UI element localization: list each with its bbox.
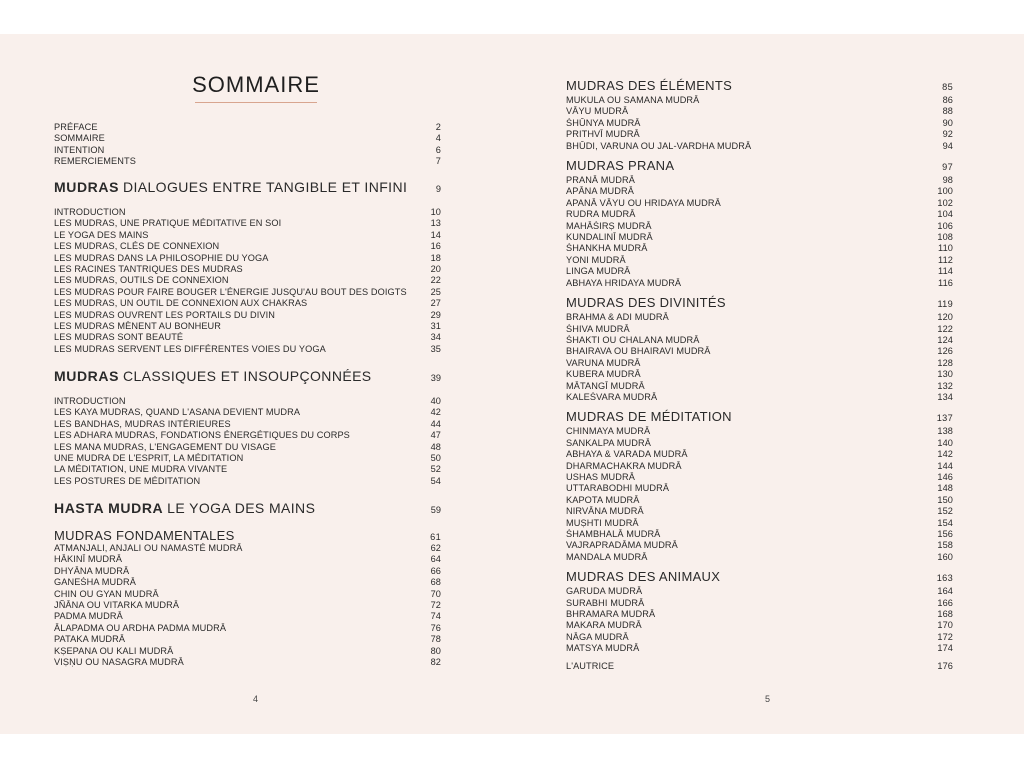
title-underline: [195, 102, 317, 103]
author-entry: [566, 661, 953, 672]
toc-entry: [566, 529, 953, 540]
entry-label: MANDALA MUDRĀ: [566, 551, 648, 562]
entry-page-number: 160: [937, 551, 953, 562]
entry-label: VIṢṆU OU NASAGRA MUDRĀ: [54, 657, 184, 668]
entry-label: LES MUDRAS, UNE PRATIQUE MÉDITATIVE EN SOI: [54, 218, 282, 229]
toc-entry: [566, 232, 953, 243]
toc-entry: [566, 483, 953, 494]
entry-label: LES BANDHAS, MUDRAS INTÉRIEURES: [54, 418, 231, 429]
entry-label: SANKALPA MUDRĀ: [566, 437, 651, 448]
entry-page-number: 94: [942, 140, 953, 151]
entry-page-number: 174: [937, 643, 953, 654]
entry-page-number: 116: [938, 277, 953, 288]
toc-entry: [54, 230, 441, 241]
entry-label: MUṢHTI MUDRĀ: [566, 517, 639, 528]
toc-entry: [566, 449, 953, 460]
toc-entry: [566, 518, 953, 529]
toc-entry: [54, 453, 441, 464]
entry-page-number: 85: [942, 82, 953, 92]
entry-page-number: 42: [430, 407, 441, 418]
part-bold-title: MUDRAS: [54, 368, 120, 384]
entry-label: LES MUDRAS, UN OUTIL DE CONNEXION AUX CHAKRAS: [54, 298, 308, 309]
toc-entry: [566, 358, 953, 369]
entry-page-number: 22: [430, 275, 441, 286]
toc-entry: [54, 133, 441, 144]
entry-page-number: 70: [430, 588, 441, 599]
toc-entry: [54, 241, 441, 252]
entry-page-number: 130: [937, 369, 953, 380]
entry-page-number: 152: [937, 506, 953, 517]
entry-page-number: 104: [937, 209, 953, 220]
entry-page-number: 10: [430, 207, 441, 217]
entry-page-number: 68: [430, 577, 441, 588]
fondamentales-list: [54, 543, 441, 668]
entry-label: KUNDALINĪ MUDRĀ: [566, 232, 653, 243]
entry-label: ŚHŪNYA MUDRĀ: [566, 117, 641, 128]
entry-page-number: 100: [937, 186, 953, 197]
entry-label: VAJRAPRADĀMA MUDRĀ: [566, 540, 678, 551]
entry-page-number: 137: [936, 413, 953, 424]
entry-label: INTRODUCTION: [54, 396, 126, 406]
part-page-number: 9: [435, 184, 441, 194]
entry-page-number: 122: [937, 323, 953, 334]
toc-entry: [54, 145, 441, 156]
part-1-list: [54, 207, 441, 355]
toc-entry: [566, 209, 953, 220]
entry-label: BHAIRAVA OU BHAIRAVI MUDRĀ: [566, 346, 711, 357]
entry-label: PRITHVĪ MUDRĀ: [566, 129, 640, 140]
section-heading: [566, 409, 953, 426]
entry-page-number: 154: [937, 517, 953, 528]
toc-entry: [54, 577, 441, 588]
entry-page-number: 14: [430, 229, 441, 240]
part-subtitle: CLASSIQUES ET INSOUPÇONNÉES: [122, 368, 372, 384]
entry-label: CHIN OU GYAN MUDRĀ: [54, 588, 159, 599]
entry-label: KALEŚVARA MUDRĀ: [566, 391, 658, 402]
toc-entry: [54, 407, 441, 418]
category-section: [566, 409, 953, 563]
part-2-list: [54, 396, 441, 487]
entry-page-number: 126: [937, 346, 953, 357]
entry-page-number: 148: [937, 483, 953, 494]
book-spread: [0, 34, 1024, 734]
entry-page-number: 88: [942, 106, 953, 117]
entry-page-number: 25: [430, 286, 441, 297]
toc-entry: [566, 392, 953, 403]
toc-entry: [54, 623, 441, 634]
entry-page-number: 16: [430, 241, 441, 252]
entry-page-number: 114: [938, 266, 953, 277]
entry-label: MAHĀŚIRṢ MUDRĀ: [566, 220, 652, 231]
entry-page-number: 50: [430, 453, 441, 464]
category-section: [566, 158, 953, 289]
toc-entry: [54, 321, 441, 332]
toc-entry: [566, 198, 953, 209]
entry-label: ATMANJALI, ANJALI OU NAMASTÉ MUDRĀ: [54, 543, 243, 553]
toc-entry: [54, 476, 441, 487]
entry-label: KAPOTA MUDRĀ: [566, 494, 640, 505]
entry-page-number: 146: [937, 471, 953, 482]
toc-entry: [566, 346, 953, 357]
page-folio: 5: [765, 694, 771, 704]
entry-label: LES KAYA MUDRAS, QUAND L'ASANA DEVIENT MUDRA: [54, 407, 301, 418]
entry-label: LES MUDRAS, CLÉS DE CONNEXION: [54, 241, 220, 252]
part-page-number: 39: [430, 373, 441, 383]
entry-page-number: 168: [937, 609, 953, 620]
entry-label: LINGA MUDRĀ: [566, 266, 631, 277]
toc-entry: [54, 600, 441, 611]
entry-page-number: 156: [937, 529, 953, 539]
part-3: [54, 499, 441, 519]
toc-entry: [566, 243, 953, 254]
entry-page-number: 163: [936, 573, 953, 584]
toc-entry: [566, 118, 953, 129]
toc-entry: [54, 543, 441, 554]
category-section: [566, 78, 953, 152]
entry-page-number: 34: [430, 332, 441, 343]
entry-page-number: 29: [430, 309, 441, 320]
entry-page-number: 92: [942, 129, 953, 140]
toc-entry: [54, 122, 441, 133]
toc-entry: [566, 141, 953, 152]
entry-label: PADMA MUDRĀ: [54, 611, 123, 622]
entry-page-number: 124: [937, 334, 953, 345]
toc-entry: [54, 589, 441, 600]
entry-label: SOMMAIRE: [54, 133, 105, 144]
entry-page-number: 90: [942, 117, 953, 128]
entry-page-number: 164: [937, 586, 953, 597]
entry-page-number: 72: [430, 600, 441, 611]
entry-label: VĀYU MUDRĀ: [566, 106, 629, 117]
toc-entry: [566, 495, 953, 506]
entry-label: LES MUDRAS MÈNENT AU BONHEUR: [54, 321, 222, 332]
entry-page-number: 132: [937, 380, 953, 391]
entry-page-number: 74: [430, 611, 441, 622]
entry-page-number: 47: [430, 430, 441, 441]
toc-entry: [566, 369, 953, 380]
entry-page-number: 158: [937, 540, 953, 551]
entry-label: ŚHAKTI OU CHALANA MUDRĀ: [566, 334, 700, 345]
entry-page-number: 44: [430, 418, 441, 429]
toc-entry: [54, 634, 441, 645]
toc-entry: [566, 632, 953, 643]
toc-entry: [566, 335, 953, 346]
entry-page-number: 112: [938, 254, 953, 265]
entry-label: ŚHIVA MUDRĀ: [566, 323, 630, 334]
toc-entry: [566, 266, 953, 277]
toc-entry: [54, 344, 441, 355]
toc-entry: [566, 461, 953, 472]
toc-entry: [566, 426, 953, 437]
entry-label: PATAKA MUDRĀ: [54, 634, 126, 645]
entry-label: BHRAMARA MUDRĀ: [566, 609, 656, 620]
entry-label: MUDRAS DE MÉDITATION: [566, 409, 732, 425]
entry-label: MAKARA MUDRĀ: [566, 620, 642, 631]
entry-page-number: 76: [430, 622, 441, 633]
toc-entry: [566, 472, 953, 483]
toc-entry: [566, 255, 953, 266]
entry-label: LA MÉDITATION, UNE MUDRA VIVANTE: [54, 464, 228, 475]
entry-label: APĀNA MUDRĀ: [566, 186, 634, 197]
toc-entry: [566, 598, 953, 609]
toc-entry: [54, 287, 441, 298]
entry-label: BRAHMA & ADI MUDRĀ: [566, 312, 669, 323]
toc-entry: [54, 207, 441, 218]
entry-label: KUBERA MUDRĀ: [566, 369, 641, 380]
toc-entry: [54, 396, 441, 407]
toc-entry: [566, 312, 953, 323]
entry-label: GANEŚHA MUDRĀ: [54, 577, 136, 588]
entry-label: MUKULA OU SAMANA MUDRĀ: [566, 95, 700, 105]
right-toc: [566, 78, 953, 672]
entry-label: ABHAYA & VARADA MUDRĀ: [566, 449, 688, 460]
entry-page-number: 170: [937, 620, 953, 631]
part-heading: [54, 178, 441, 198]
entry-page-number: 86: [942, 95, 953, 105]
toc-entry: [54, 657, 441, 668]
toc-entry: [566, 643, 953, 654]
entry-page-number: 138: [937, 426, 953, 437]
front-matter-list: [54, 122, 441, 168]
entry-label: DHARMACHAKRA MUDRĀ: [566, 460, 682, 471]
toc-entry: [54, 554, 441, 565]
entry-page-number: 62: [430, 543, 441, 553]
entry-label: DHYĀNA MUDRĀ: [54, 565, 130, 576]
entry-label: LE YOGA DES MAINS: [54, 229, 149, 240]
part-bold-title: HASTA MUDRA: [54, 500, 164, 516]
entry-label: VARUNA MUDRĀ: [566, 357, 641, 368]
section-title: MUDRAS FONDAMENTALES: [54, 528, 235, 543]
entry-page-number: 54: [430, 475, 441, 486]
entry-label: CHINMAYA MUDRĀ: [566, 426, 651, 437]
entry-label: JÑĀNA OU VITARKA MUDRĀ: [54, 600, 180, 611]
entry-label: GARUDA MUDRĀ: [566, 586, 643, 597]
entry-page-number: 144: [937, 460, 953, 471]
toc-entry: [566, 438, 953, 449]
entry-page-number: 80: [430, 645, 441, 656]
part-subtitle: DIALOGUES ENTRE TANGIBLE ET INFINI: [122, 179, 408, 195]
toc-entry: [566, 129, 953, 140]
entry-label: LES POSTURES DE MÉDITATION: [54, 475, 201, 486]
entry-label: UTTARABODHI MUDRĀ: [566, 483, 670, 494]
entry-label: PRANĀ MUDRĀ: [566, 175, 635, 186]
entry-label: UNE MUDRA DE L'ESPRIT, LA MÉDITATION: [54, 453, 244, 464]
entry-label: REMERCIEMENTS: [54, 156, 136, 167]
part-subtitle: LE YOGA DES MAINS: [167, 500, 316, 516]
toc-entry: [566, 221, 953, 232]
entry-label: NĀGA MUDRĀ: [566, 631, 629, 642]
entry-page-number: 20: [430, 264, 441, 275]
entry-page-number: 97: [942, 162, 953, 173]
entry-label: INTENTION: [54, 144, 105, 155]
toc-entry: [566, 620, 953, 631]
toc-entry: [566, 95, 953, 106]
entry-page-number: 140: [937, 437, 953, 448]
entry-label: LES MUDRAS, OUTILS DE CONNEXION: [54, 275, 229, 286]
toc-entry: [566, 586, 953, 597]
toc-entry: [54, 275, 441, 286]
entry-page-number: 128: [937, 357, 953, 368]
toc-entry: [54, 332, 441, 343]
entry-label: MATSYA MUDRĀ: [566, 643, 640, 654]
entry-page-number: 134: [937, 391, 953, 402]
toc-entry: [54, 611, 441, 622]
part-1: [54, 178, 441, 198]
entry-page-number: 18: [430, 252, 441, 263]
toc-entry: [566, 552, 953, 563]
toc-entry: [54, 218, 441, 229]
toc-entry: [566, 609, 953, 620]
entry-label: SURABHI MUDRĀ: [566, 597, 645, 608]
entry-label: BHŪDI, VARUNA OU JAL-VARDHA MUDRĀ: [566, 140, 752, 151]
entry-page-number: 176: [937, 660, 953, 671]
toc-entry: [54, 310, 441, 321]
entry-page-number: 27: [430, 298, 441, 309]
entry-page-number: 13: [430, 218, 441, 229]
toc-entry: [54, 156, 441, 167]
toc-entry: [54, 419, 441, 430]
entry-label: ABHAYA HRIDAYA MUDRĀ: [566, 277, 682, 288]
entry-label: LES MUDRAS SONT BEAUTÉ: [54, 332, 184, 343]
entry-label: USHAS MUDRĀ: [566, 471, 635, 482]
toc-entry: [566, 186, 953, 197]
entry-page-number: 110: [938, 243, 953, 254]
part-page-number: 59: [430, 505, 441, 515]
category-section: [566, 569, 953, 654]
toc-entry: [566, 506, 953, 517]
entry-page-number: 48: [430, 441, 441, 452]
entry-label: RUDRA MUDRĀ: [566, 209, 636, 220]
toc-entry: [54, 264, 441, 275]
toc-entry: [566, 106, 953, 117]
entry-label: LES RACINES TANTRIQUES DES MUDRAS: [54, 264, 243, 275]
part-heading: [54, 367, 441, 387]
toc-entry: [566, 324, 953, 335]
entry-label: ŚHAMBHALĀ MUDRĀ: [566, 529, 661, 539]
toc-entry: [54, 253, 441, 264]
entry-page-number: 172: [937, 631, 953, 642]
entry-label: ĀLAPADMA OU ARDHA PADMA MUDRĀ: [54, 622, 227, 633]
section-heading: [566, 158, 953, 175]
toc-entry: [566, 278, 953, 289]
toc-entry: [54, 464, 441, 475]
entry-page-number: 35: [430, 343, 441, 354]
entry-label: ŚHANKHA MUDRĀ: [566, 243, 648, 254]
toc-entry: [54, 646, 441, 657]
page-title: SOMMAIRE: [192, 72, 320, 97]
entry-label: KṢEPANA OU KALI MUDRĀ: [54, 645, 174, 656]
part-heading: [54, 499, 441, 519]
toc-entry: [54, 430, 441, 441]
entry-page-number: 7: [435, 156, 441, 167]
entry-label: APANĀ VĀYU OU HRIDAYA MUDRĀ: [566, 197, 721, 208]
entry-page-number: 78: [430, 634, 441, 645]
entry-label: LES MUDRAS POUR FAIRE BOUGER L'ÉNERGIE JUSQU'AU BOUT DES DOIGTS: [54, 286, 407, 297]
category-section: [566, 295, 953, 403]
entry-label: LES MUDRAS SERVENT LES DIFFÉRENTES VOIES DU YOGA: [54, 343, 326, 354]
section-heading: [566, 295, 953, 312]
section-page-number: 61: [430, 532, 441, 542]
entry-page-number: 52: [430, 464, 441, 475]
page-folio: 4: [253, 694, 259, 704]
entry-page-number: 6: [435, 144, 441, 155]
entry-label: PRÉFACE: [54, 122, 98, 132]
part-2: [54, 367, 441, 387]
entry-page-number: 4: [435, 133, 441, 144]
entry-label: LES MUDRAS DANS LA PHILOSOPHIE DU YOGA: [54, 252, 269, 263]
entry-page-number: 2: [435, 122, 441, 132]
entry-label: YONI MUDRĀ: [566, 254, 626, 265]
entry-label: INTRODUCTION: [54, 207, 126, 217]
entry-label: MUDRAS DES ÉLÉMENTS: [566, 78, 733, 93]
entry-page-number: 31: [430, 321, 441, 332]
entry-page-number: 106: [937, 220, 953, 231]
entry-page-number: 98: [942, 175, 953, 186]
entry-page-number: 166: [937, 597, 953, 608]
entry-label: MĀTANGĪ MUDRĀ: [566, 380, 645, 391]
entry-page-number: 108: [937, 232, 953, 243]
entry-label: LES ADHARA MUDRAS, FONDATIONS ÉNERGÉTIQUES DU CORPS: [54, 430, 350, 441]
entry-label: MUDRAS DES DIVINITÉS: [566, 295, 726, 311]
entry-label: NIRVĀNA MUDRĀ: [566, 506, 644, 517]
toc-entry: [54, 298, 441, 309]
toc-entry: [566, 175, 953, 186]
entry-label: MUDRAS PRANA: [566, 158, 675, 174]
entry-page-number: 150: [937, 494, 953, 505]
entry-page-number: 102: [937, 197, 953, 208]
entry-page-number: 40: [430, 396, 441, 406]
section-heading: [566, 78, 953, 95]
toc-entry: [566, 540, 953, 551]
entry-page-number: 82: [430, 657, 441, 668]
entry-label: LES MANA MUDRAS, L'ENGAGEMENT DU VISAGE: [54, 441, 276, 452]
entry-page-number: 66: [430, 565, 441, 576]
entry-label: L'AUTRICE: [566, 660, 615, 671]
toc-entry: [54, 566, 441, 577]
toc-entry: [54, 442, 441, 453]
entry-label: HĀKINĪ MUDRĀ: [54, 554, 123, 565]
entry-label: LES MUDRAS OUVRENT LES PORTAILS DU DIVIN: [54, 309, 275, 320]
entry-page-number: 64: [430, 554, 441, 565]
entry-page-number: 120: [937, 312, 953, 323]
entry-label: MUDRAS DES ANIMAUX: [566, 569, 721, 585]
part-bold-title: MUDRAS: [54, 179, 120, 195]
toc-entry: [566, 381, 953, 392]
entry-page-number: 142: [937, 449, 953, 460]
entry-page-number: 119: [937, 299, 953, 310]
section-heading: [566, 569, 953, 586]
left-page: [0, 34, 512, 734]
